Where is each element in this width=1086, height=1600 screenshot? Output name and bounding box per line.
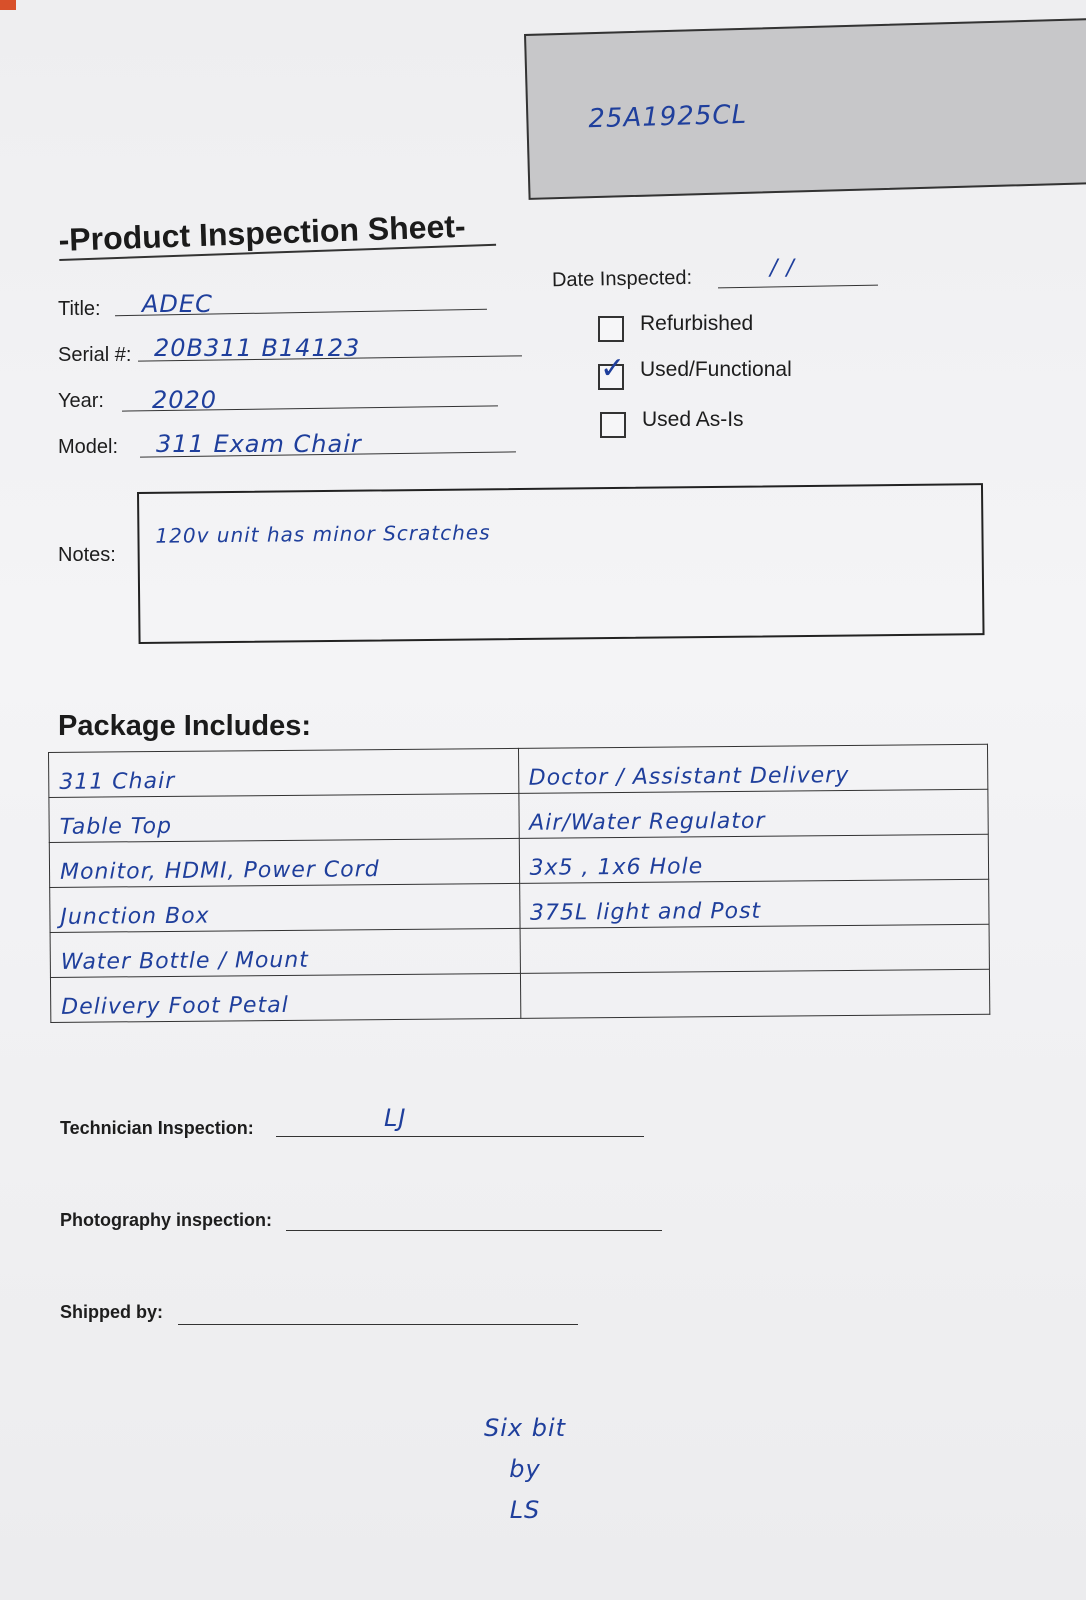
footnote-line-3: LS: [509, 1495, 541, 1524]
stock-id-box: [524, 18, 1086, 200]
footnote-line-2: by: [509, 1454, 541, 1483]
package-item: Doctor / Assistant Delivery: [528, 763, 850, 791]
table-row: [50, 969, 989, 1022]
package-item: Delivery Foot Petal: [61, 992, 289, 1020]
table-cell[interactable]: [50, 928, 520, 977]
table-cell[interactable]: [49, 838, 519, 887]
refurbished-label: Refurbished: [640, 312, 754, 335]
package-heading: Package Includes:: [58, 710, 312, 742]
table-cell[interactable]: [519, 834, 989, 883]
package-item: Table Top: [59, 813, 173, 840]
notes-label: Notes:: [58, 544, 116, 566]
package-item: Junction Box: [60, 903, 210, 930]
date-label: Date Inspected:: [551, 266, 693, 292]
year-value[interactable]: 2020: [152, 386, 218, 414]
package-item: Monitor, HDMI, Power Cord: [59, 857, 380, 885]
table-cell[interactable]: [50, 973, 520, 1022]
shipped-line: [178, 1324, 578, 1325]
serial-label: Serial #:: [58, 344, 132, 366]
package-item: 375L light and Post: [529, 898, 762, 926]
refurbished-checkbox[interactable]: [598, 316, 624, 342]
model-value[interactable]: 311 Exam Chair: [156, 430, 362, 458]
table-cell[interactable]: [520, 924, 990, 973]
technician-label: Technician Inspection:: [60, 1118, 254, 1138]
table-cell[interactable]: [50, 883, 520, 932]
shipped-label: Shipped by:: [60, 1302, 163, 1322]
title-label: Title:: [58, 298, 101, 320]
footnote-line-1: Six bit: [483, 1414, 567, 1442]
table-cell[interactable]: [49, 748, 519, 797]
used-as-is-checkbox[interactable]: [600, 412, 626, 438]
photography-line: [286, 1230, 662, 1231]
date-line: [718, 285, 878, 289]
table-cell[interactable]: [518, 744, 988, 793]
technician-initials[interactable]: LJ: [384, 1104, 407, 1132]
title-value[interactable]: ADEC: [142, 290, 213, 318]
model-label: Model:: [58, 436, 119, 458]
table-row: [49, 744, 988, 797]
table-cell[interactable]: [519, 879, 989, 928]
handwritten-footnote: [470, 1408, 580, 1530]
table-cell[interactable]: [49, 793, 519, 842]
package-item: Air/Water Regulator: [529, 808, 766, 836]
table-row: [49, 834, 988, 887]
table-row: [49, 789, 988, 842]
package-table: [48, 744, 990, 1023]
table-cell[interactable]: [520, 969, 990, 1018]
page-title: -Product Inspection Sheet-: [58, 207, 496, 261]
used-as-is-label: Used As-Is: [642, 408, 744, 431]
used-functional-label: Used/Functional: [640, 358, 792, 381]
package-item: Water Bottle / Mount: [60, 947, 309, 975]
table-row: [50, 879, 989, 932]
notes-box[interactable]: [137, 483, 985, 644]
package-item: 311 Chair: [59, 768, 176, 795]
notes-value: 120v unit has minor Scratches: [155, 520, 491, 548]
technician-line: [276, 1136, 644, 1137]
serial-value[interactable]: 20B311 B14123: [154, 334, 361, 362]
check-mark-icon: ✓: [600, 352, 626, 385]
photography-label: Photography inspection:: [60, 1210, 273, 1230]
table-row: [50, 924, 989, 977]
package-item: 3x5 , 1x6 Hole: [529, 854, 704, 881]
red-corner-mark: [0, 0, 16, 10]
table-cell[interactable]: [518, 789, 988, 838]
year-label: Year:: [58, 390, 104, 412]
date-value[interactable]: / /: [770, 256, 795, 281]
stock-id-value: 25A1925CL: [587, 99, 748, 135]
